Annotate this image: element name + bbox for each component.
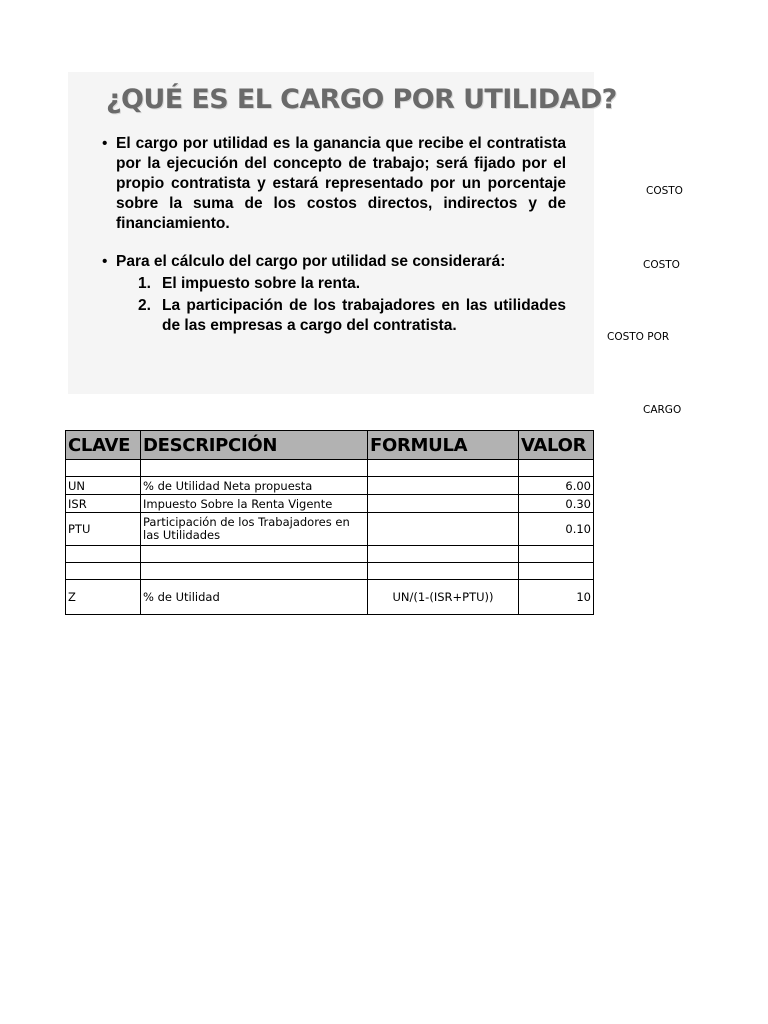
header-clave: CLAVE (66, 431, 141, 460)
table-cell (519, 546, 594, 563)
cell-formula (368, 513, 519, 546)
header-valor: VALOR (519, 431, 594, 460)
header-descripcion: DESCRIPCIÓN (141, 431, 368, 460)
table-row (66, 513, 594, 546)
cell-valor: 10 (519, 580, 594, 615)
cell-clave: ISR (66, 495, 141, 513)
side-label: COSTO (646, 185, 683, 197)
side-label: CARGO (643, 404, 682, 416)
slide-title: ¿QUÉ ES EL CARGO POR UTILIDAD? (106, 84, 617, 115)
table-cell (368, 563, 519, 580)
table-cell (519, 563, 594, 580)
cell-descripcion: % de Utilidad (141, 580, 368, 615)
table-cell (141, 460, 368, 477)
bullet-paragraph (102, 252, 566, 336)
table-cell (66, 546, 141, 563)
cell-descripcion: % de Utilidad Neta propuesta (141, 477, 368, 495)
table-cell (368, 460, 519, 477)
cell-formula: UN/(1-(ISR+PTU)) (368, 580, 519, 615)
table-cell (368, 546, 519, 563)
table-row (66, 477, 594, 495)
cell-clave: UN (66, 477, 141, 495)
slide-image (68, 72, 617, 394)
cell-clave: Z (66, 580, 141, 615)
side-label: COSTO POR (607, 331, 670, 343)
slide-body (102, 134, 566, 336)
bullet-paragraph (102, 134, 566, 234)
bullet-text: El cargo por utilidad es la ganancia que recibe el contratista por la ejecución del concepto de trabajo; será fijado por el propio contratista y estará representado por un porcentaje sobre la suma de los costos directos, indirectos y de financiamiento. (116, 135, 566, 232)
cell-valor: 6.00 (519, 477, 594, 495)
numbered-list-item (116, 296, 566, 336)
cell-descripcion: Participación de los Trabajadores en las Utilidades (141, 513, 368, 546)
table-row-empty (66, 563, 594, 580)
table-cell (66, 460, 141, 477)
table-row-empty (66, 546, 594, 563)
table-cell (141, 546, 368, 563)
bullet-icon: • (102, 253, 108, 270)
table-cell (519, 460, 594, 477)
cell-valor: 0.10 (519, 513, 594, 546)
cell-formula (368, 495, 519, 513)
table-cell (141, 563, 368, 580)
cell-clave: PTU (66, 513, 141, 546)
list-number: 1. (138, 275, 151, 292)
cell-valor: 0.30 (519, 495, 594, 513)
list-item-text: El impuesto sobre la renta. (162, 275, 361, 292)
numbered-list-item (116, 274, 566, 294)
numbered-list (116, 274, 566, 336)
bullet-icon: • (102, 135, 108, 152)
table-row (66, 495, 594, 513)
header-formula: FORMULA (368, 431, 519, 460)
table-row (66, 580, 594, 615)
bullet-text: Para el cálculo del cargo por utilidad se considerará: (116, 253, 506, 270)
table-header-row (66, 431, 594, 460)
cell-descripcion: Impuesto Sobre la Renta Vigente (141, 495, 368, 513)
side-label: COSTO (643, 259, 680, 271)
list-item-text: La participación de los trabajadores en las utilidades de las empresas a cargo del contratista. (162, 297, 566, 334)
table-cell (66, 563, 141, 580)
table-row-empty (66, 460, 594, 477)
list-number: 2. (138, 297, 151, 314)
cell-formula (368, 477, 519, 495)
utility-table (65, 430, 594, 615)
